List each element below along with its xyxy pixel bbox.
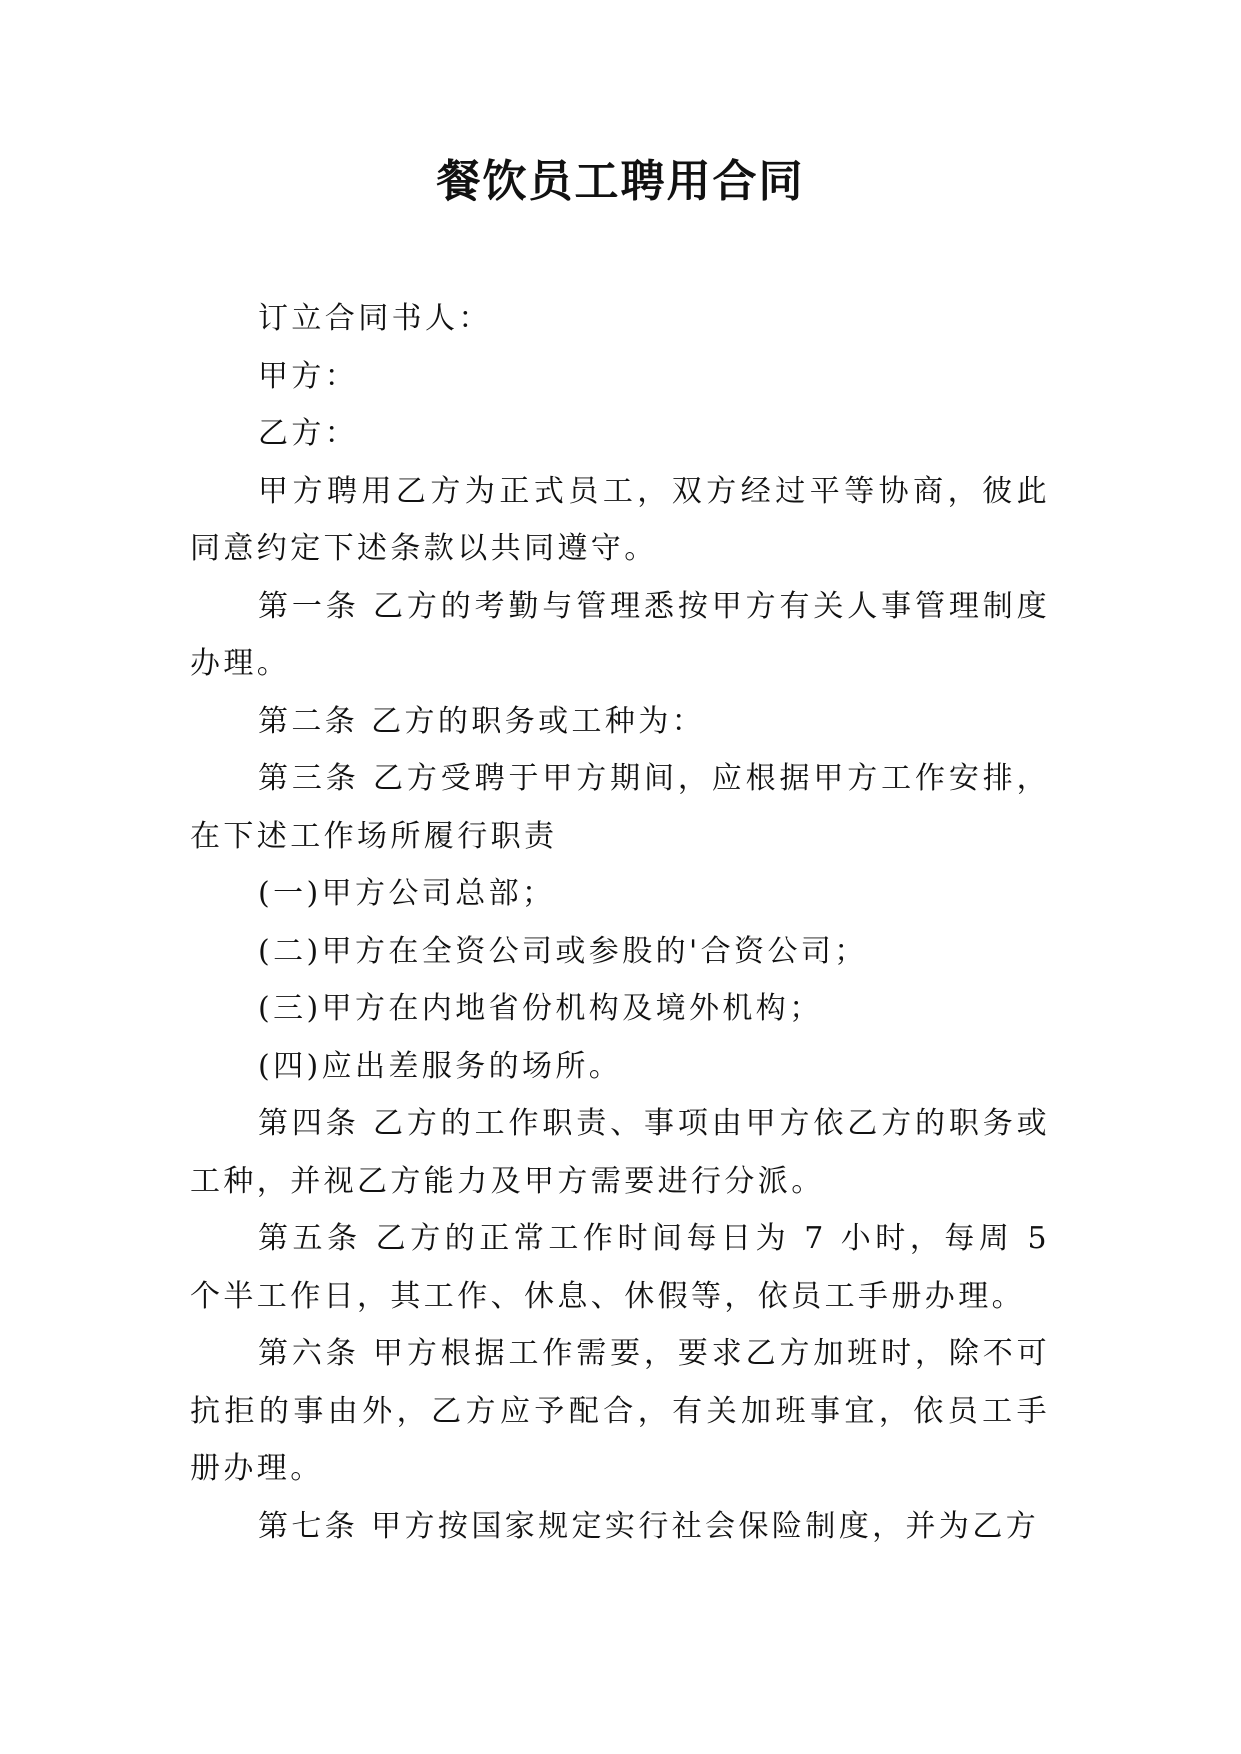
list-item-workplace-4: (四)应出差服务的场所。 (258, 1048, 623, 1084)
paragraph-article-3: 第三条 乙方受聘于甲方期间，应根据甲方工作安排，在下述工作场所履行职责 (190, 761, 1050, 854)
paragraph-article-1: 第一条 乙方的考勤与管理悉按甲方有关人事管理制度办理。 (190, 588, 1050, 681)
list-item-workplace-3: (三)甲方在内地省份机构及境外机构； (258, 991, 823, 1026)
paragraph-signatories: 订立合同书人： (258, 301, 492, 336)
paragraph-article-4: 第四条 乙方的工作职责、事项由甲方依乙方的职务或工种，并视乙方能力及甲方需要进行分派。 (190, 1106, 1050, 1199)
list-item-workplace-2: (二)甲方在全资公司或参股的'合资公司； (258, 933, 868, 969)
paragraph-article-2: 第二条 乙方的职务或工种为： (258, 703, 706, 739)
paragraph-preamble: 甲方聘用乙方为正式员工，双方经过平等协商，彼此同意约定下述条款以共同遵守。 (190, 473, 1050, 566)
paragraph-article-7: 第七条 甲方按国家规定实行社会保险制度，并为乙方 (258, 1508, 1040, 1544)
paragraph-article-6: 第六条 甲方根据工作需要，要求乙方加班时，除不可抗拒的事由外，乙方应予配合，有关加班事宜，依员工手册办理。 (190, 1336, 1050, 1486)
document-body (190, 290, 1050, 1555)
list-item-workplace-1: (一)甲方公司总部； (258, 876, 556, 911)
paragraph-article-5: 第五条 乙方的正常工作时间每日为 7 小时，每周 5 个半工作日，其工作、休息、休假等，依员工手册办理。 (190, 1221, 1050, 1314)
paragraph-party-a: 甲方： (258, 358, 359, 394)
paragraph-party-b: 乙方： (258, 416, 359, 451)
document-title: 餐饮员工聘用合同 (436, 156, 805, 207)
